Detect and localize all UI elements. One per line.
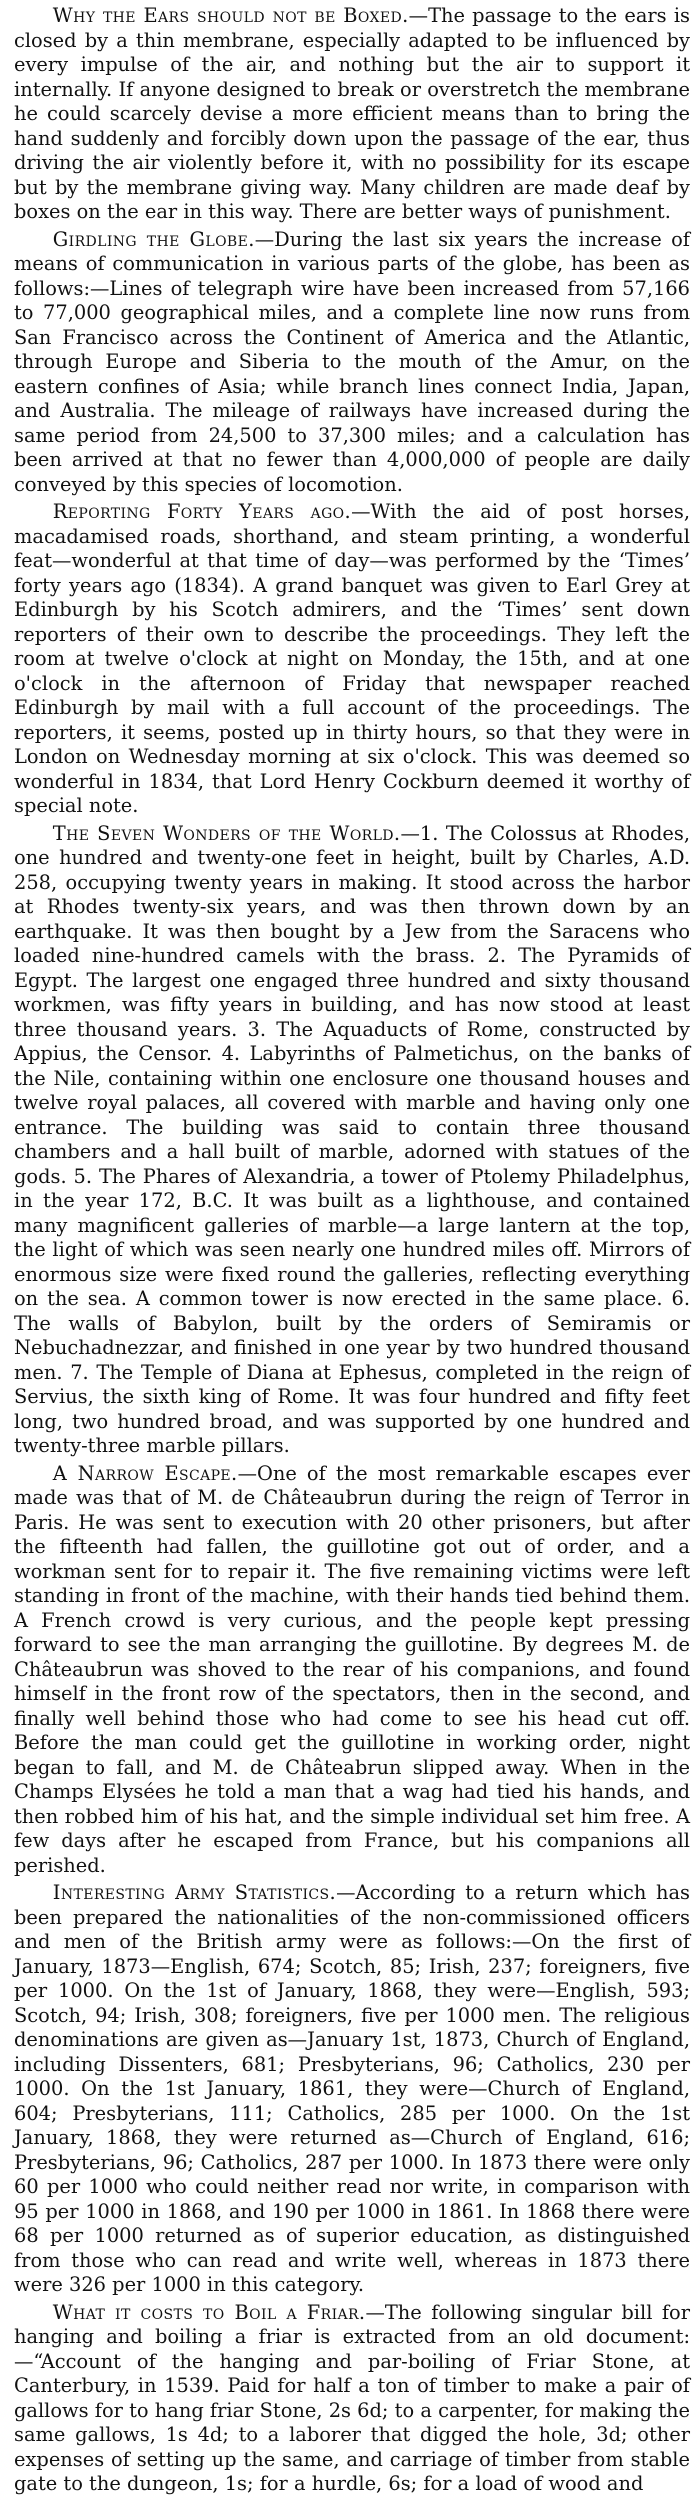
article-body: —According to a return which has been prepared the nationalities of the non-commissioned officers and men of the British army were as follows:—On the first of January, 1873—English, 674; Scotch, 85; Irish, 237; foreigners, five per 1000. On the 1st of January, 1868, they were—English, 593; Scotch, 94; Irish, 308; foreigners, five per 1000 men. The religious denominations are given as—January 1st, 1873, Church of England, including Dissenters, 681; Presbyterians, 96; Catholics, 230 per 1000. On the 1st January, 1861, they were—Church of England, 604; Presbyterians, 111; Catholics, 285 per 1000. On the 1st January, 1868, they were returned as—Church of England, 616; Presbyterians, 96; Catholics, 287 per 1000. In 1873 there were only 60 per 1000 who could neither read nor write, in comparison with 95 per 1000 in 1868, and 190 per 1000 in 1861. In 1868 there were 68 per 1000 returned as of superior education, as distinguished from those who can read and write well, whereas in 1873 there were 326 per 1000 in this category.	[14, 1881, 690, 2296]
article-reporting-forty-years	[14, 500, 690, 819]
article-body: —With the aid of post horses, macadamised roads, shorthand, and steam printing, a wonderful feat—wonderful at that time of day—was performed by the ‘Times’ forty years ago (1834). A grand banquet was given to Earl Grey at Edinburgh by his Scotch admirers, and the ‘Times’ sent down reporters of their own to describe the proceedings. They left the room at twelve o'clock at night on Monday, the 15th, and at one o'clock in the afternoon of Friday that newspaper reached Edinburgh by mail with a full account of the proceedings. The reporters, it seems, posted up in thirty hours, so that they were in London on Wednesday morning at six o'clock. This was deemed so wonderful in 1834, that Lord Henry Cockburn deemed it worthy of special note.	[14, 500, 690, 817]
article-heading: Reporting Forty Years ago.	[52, 500, 352, 523]
article-ears-boxed	[14, 4, 690, 225]
article-girdling-globe	[14, 228, 690, 498]
article-body: —During the last six years the increase of means of communication in various parts of the globe, has been as follows:—Lines of telegraph wire have been increased from 57,166 to 77,000 geographical miles, and a complete line now runs from San Francisco across the Continent of America and the Atlantic, through Europe and Siberia to the mouth of the Amur, on the eastern confines of Asia; while branch lines connect India, Japan, and Australia. The mileage of railways have increased during the same period from 24,500 to 37,300 miles; and a calculation has been arrived at that no fewer than 4,000,000 of people are daily conveyed by this species of locomotion.	[14, 227, 690, 496]
article-heading: What it costs to Boil a Friar.	[52, 2300, 366, 2324]
article-heading: Interesting Army Statistics.	[52, 1881, 337, 1904]
article-heading: The Seven Wonders of the World.	[52, 821, 401, 845]
article-boil-a-friar	[14, 2301, 690, 2497]
article-heading: Girdling the Globe.	[52, 227, 255, 251]
article-body: —1. The Colossus at Rhodes, one hundred and twenty-one feet in height, built by Charles, A.D. 258, occupying twenty years in making. It stood across the harbor at Rhodes twenty-six years, and was then thrown down by an earthquake. It was then bought by a Jew from the Saracens who loaded nine-hundred camels with the brass. 2. The Pyramids of Egypt. The largest one engaged three hundred and sixty thousand workmen, was fifty years in building, and has now stood at least three thousand years. 3. The Aquaducts of Rome, constructed by Appius, the Censor. 4. Labyrinths of Palmetichus, on the banks of the Nile, containing within one enclosure one thousand houses and twelve royal palaces, all covered with marble and having only one entrance. The building was said to contain three thousand chambers and a hall built of marble, adorned with statues of the gods. 5. The Phares of Alexandria, a tower of Ptolemy Philadelphus, in the year 172, B.C. It was built as a lighthouse, and contained many magnificent galleries of marble—a large lantern at the top, the light of which was seen nearly one hundred miles off. Mirrors of enormous size were fixed round the galleries, reflecting everything on the sea. A common tower is now erected in the same place. 6. The walls of Babylon, built by the orders of Semiramis or Nebuchadnezzar, and finished in one year by two hundred thousand men. 7. The Temple of Diana at Ephesus, completed in the reign of Servius, the sixth king of Rome. It was four hundred and fifty feet long, two hundred broad, and was supported by one hundred and twenty-three marble pillars.	[14, 821, 690, 1457]
article-body: —The passage to the ears is closed by a thin membrane, especially adapted to be influenced by every impulse of the air, and nothing but the air to support it internally. If anyone designed to break or overstretch the membrane he could scarcely devise a more efficient means than to bring the hand suddenly and forcibly down upon the passage of the ear, thus driving the air violently before it, with no possibility for its escape but by the membrane giving way. Many children are made deaf by boxes on the ear in this way. There are better ways of punishment.	[14, 4, 690, 223]
article-seven-wonders	[14, 822, 690, 1459]
article-army-statistics	[14, 1881, 690, 2298]
article-body: —One of the most remarkable escapes ever made was that of M. de Châteaubrun during the reign of Terror in Paris. He was sent to execution with 20 other prisoners, but after the fifteenth had fallen, the guillotine got out of order, and a workman sent for to repair it. The five remaining victims were left standing in front of the machine, with their hands tied behind them. A French crowd is very curious, and the people kept pressing forward to see the man arranging the guillotine. By degrees M. de Châteaubrun was shoved to the rear of his companions, and found himself in the front row of the spectators, then in the second, and finally well behind those who had come to see his head cut off. Before the man could get the guillotine in working order, night began to fall, and M. de Châteabrun slipped away. When in the Champs Elysées he told a man that a wag had tied his hands, and then robbed him of his hat, and the simple individual set him free. A few days after he escaped from France, but his companions all perished.	[14, 1461, 691, 1877]
article-body: —The following singular bill for hanging and boiling a friar is extracted from an old document:—“Account of the hanging and par-boiling of Friar Stone, at Canterbury, in 1539. Paid for half a ton of timber to make a pair of gallows for to hang friar Stone, 2s 6d; to a carpenter, for making the same gallows, 1s 4d; to a laborer that digged the hole, 3d; other expenses of setting up the same, and carriage of timber from stable gate to the dungeon, 1s; for a hurdle, 6s; for a load of wood and	[14, 2300, 690, 2495]
article-heading: Why the Ears should not be Boxed.	[52, 4, 409, 27]
article-narrow-escape	[14, 1462, 690, 1879]
article-heading: A Narrow Escape.	[52, 1461, 238, 1485]
